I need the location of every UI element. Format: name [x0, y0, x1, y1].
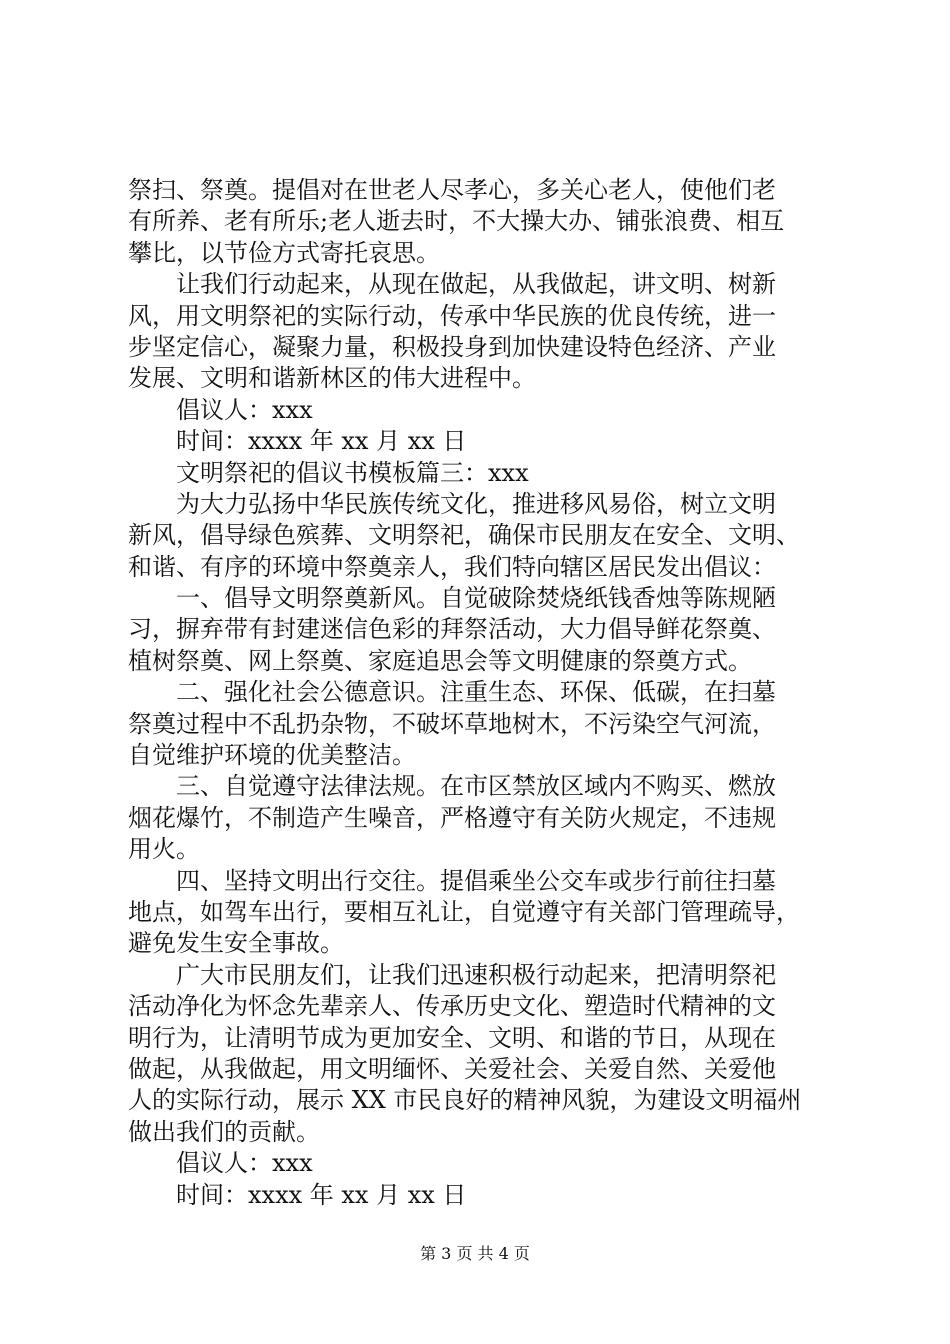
text-line: 广大市民朋友们，让我们迅速积极行动起来，把清明祭祀: [176, 960, 776, 989]
text-line: 时间：xxxx 年 xx 月 xx 日: [176, 427, 467, 456]
text-line: 四、坚持文明出行交往。提倡乘坐公交车或步行前往扫墓: [176, 866, 776, 895]
text-line: 用火。: [128, 835, 200, 864]
text-line: 地点，如驾车出行，要相互礼让，自觉遵守有关部门管理疏导，: [128, 897, 800, 926]
text-line: 活动净化为怀念先辈亲人、传承历史文化、塑造时代精神的文: [128, 992, 776, 1021]
text-line: 发展、文明和谐新林区的伟大进程中。: [128, 364, 536, 393]
text-line: 文明祭祀的倡议书模板篇三：xxx: [176, 458, 529, 487]
text-line: 一、倡导文明祭奠新风。自觉破除焚烧纸钱香烛等陈规陋: [176, 584, 776, 613]
text-line: 步坚定信心，凝聚力量，积极投身到加快建设特色经济、产业: [128, 332, 776, 361]
text-line: 倡议人：xxx: [176, 1149, 313, 1178]
page-footer: 第 3 页 共 4 页: [420, 1244, 530, 1263]
text-line: 做出我们的贡献。: [128, 1117, 320, 1146]
text-line: 为大力弘扬中华民族传统文化，推进移风易俗，树立文明: [176, 489, 776, 518]
text-line: 倡议人：xxx: [176, 395, 313, 424]
text-line: 有所养、老有所乐;老人逝去时，不大操大办、铺张浪费、相互: [128, 207, 785, 236]
document-body: [128, 175, 840, 1211]
text-line: 明行为，让清明节成为更加安全、文明、和谐的节日，从现在: [128, 1023, 776, 1052]
text-line: 新风，倡导绿色殡葬、文明祭祀，确保市民朋友在安全、文明、: [128, 521, 800, 550]
text-line: 避免发生安全事故。: [128, 929, 344, 958]
text-line: 攀比，以节俭方式寄托哀思。: [128, 238, 440, 267]
text-line: 植树祭奠、网上祭奠、家庭追思会等文明健康的祭奠方式。: [128, 646, 752, 675]
text-line: 二、强化社会公德意识。注重生态、环保、低碳，在扫墓: [176, 678, 776, 707]
text-line: 自觉维护环境的优美整洁。: [128, 741, 416, 770]
text-line: 习，摒弃带有封建迷信色彩的拜祭活动，大力倡导鲜花祭奠、: [128, 615, 776, 644]
text-line: 让我们行动起来，从现在做起，从我做起，讲文明、树新: [176, 270, 776, 299]
text-line: 做起，从我做起，用文明缅怀、关爱社会、关爱自然、关爱他: [128, 1054, 776, 1083]
text-line: 人的实际行动，展示 XX 市民良好的精神风貌，为建设文明福州: [128, 1086, 802, 1115]
text-line: 时间：xxxx 年 xx 月 xx 日: [176, 1180, 467, 1209]
text-line: 祭奠过程中不乱扔杂物，不破坏草地树木，不污染空气河流，: [128, 709, 776, 738]
text-line: 风，用文明祭祀的实际行动，传承中华民族的优良传统，进一: [128, 301, 776, 330]
text-line: 和谐、有序的环境中祭奠亲人，我们特向辖区居民发出倡议：: [128, 552, 776, 581]
text-line: 三、自觉遵守法律法规。在市区禁放区域内不购买、燃放: [176, 772, 776, 801]
text-line: 烟花爆竹，不制造产生噪音，严格遵守有关防火规定，不违规: [128, 803, 776, 832]
text-line: 祭扫、祭奠。提倡对在世老人尽孝心，多关心老人，使他们老: [128, 176, 776, 204]
